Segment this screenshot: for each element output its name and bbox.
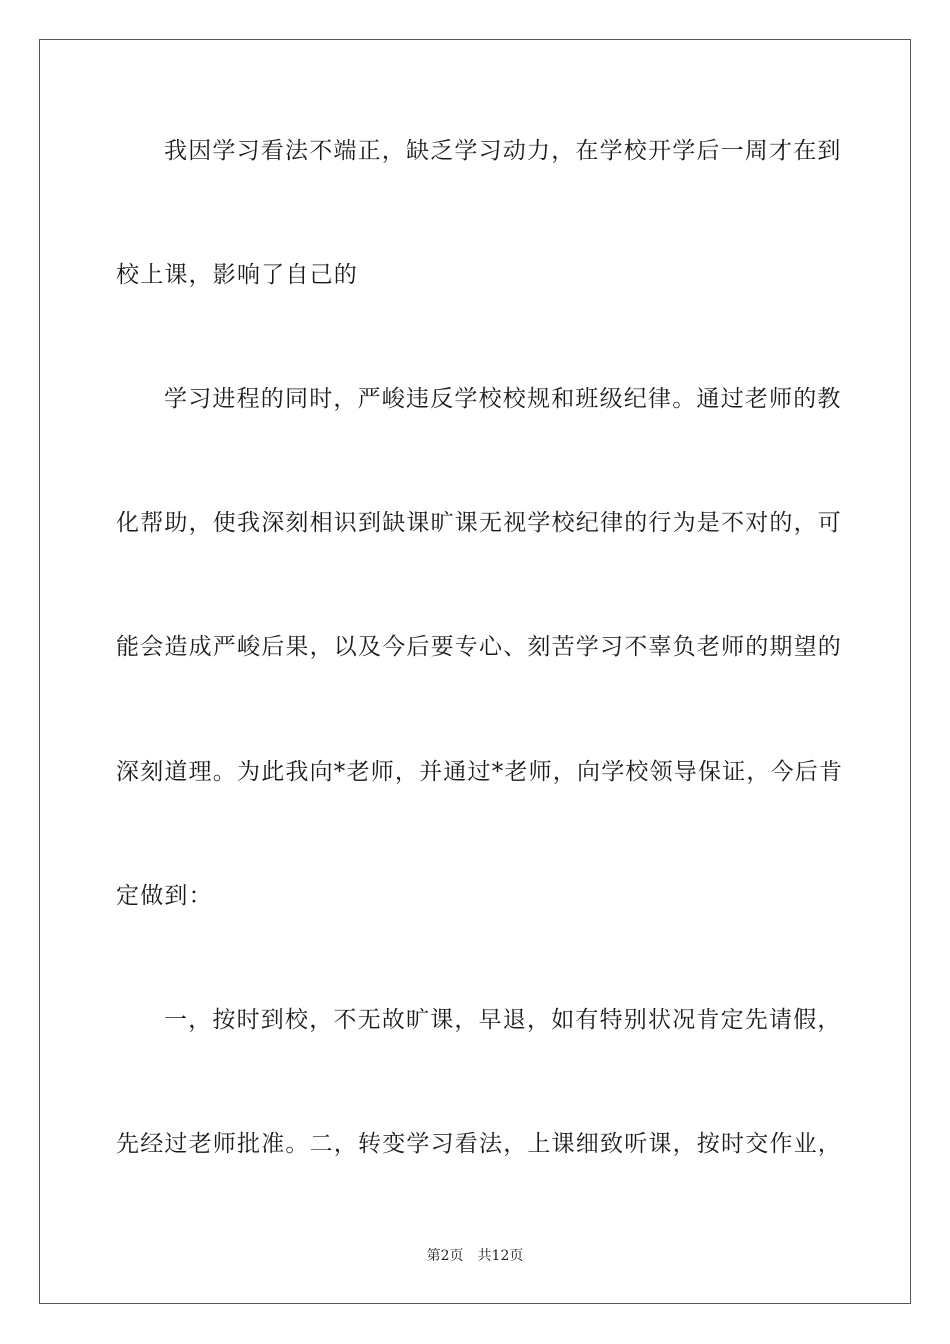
paragraph-line-7: 定做到： xyxy=(116,883,213,909)
page-number-current: 第2页 xyxy=(426,1248,464,1264)
paragraph-line-5: 能会造成严峻后果，以及今后要专心、刻苦学习不辜负老师的期望的 xyxy=(116,634,842,660)
page-border xyxy=(39,39,911,1304)
page-footer xyxy=(0,1247,950,1265)
paragraph-line-4: 化帮助，使我深刻相识到缺课旷课无视学校纪律的行为是不对的，可 xyxy=(116,510,842,536)
paragraph-line-1: 我因学习看法不端正，缺乏学习动力，在学校开学后一周才在到 xyxy=(164,138,842,164)
paragraph-line-3: 学习进程的同时，严峻违反学校校规和班级纪律。通过老师的教 xyxy=(164,386,842,412)
paragraph-line-2: 校上课，影响了自己的 xyxy=(116,262,358,288)
paragraph-line-8: 一，按时到校，不无故旷课，早退，如有特别状况肯定先请假， xyxy=(164,1007,842,1033)
paragraph-line-9: 先经过老师批准。二，转变学习看法，上课细致听课，按时交作业， xyxy=(116,1131,842,1157)
page-number-total: 共12页 xyxy=(477,1248,524,1264)
paragraph-line-6: 深刻道理。为此我向*老师，并通过*老师，向学校领导保证，今后肯 xyxy=(116,759,844,785)
